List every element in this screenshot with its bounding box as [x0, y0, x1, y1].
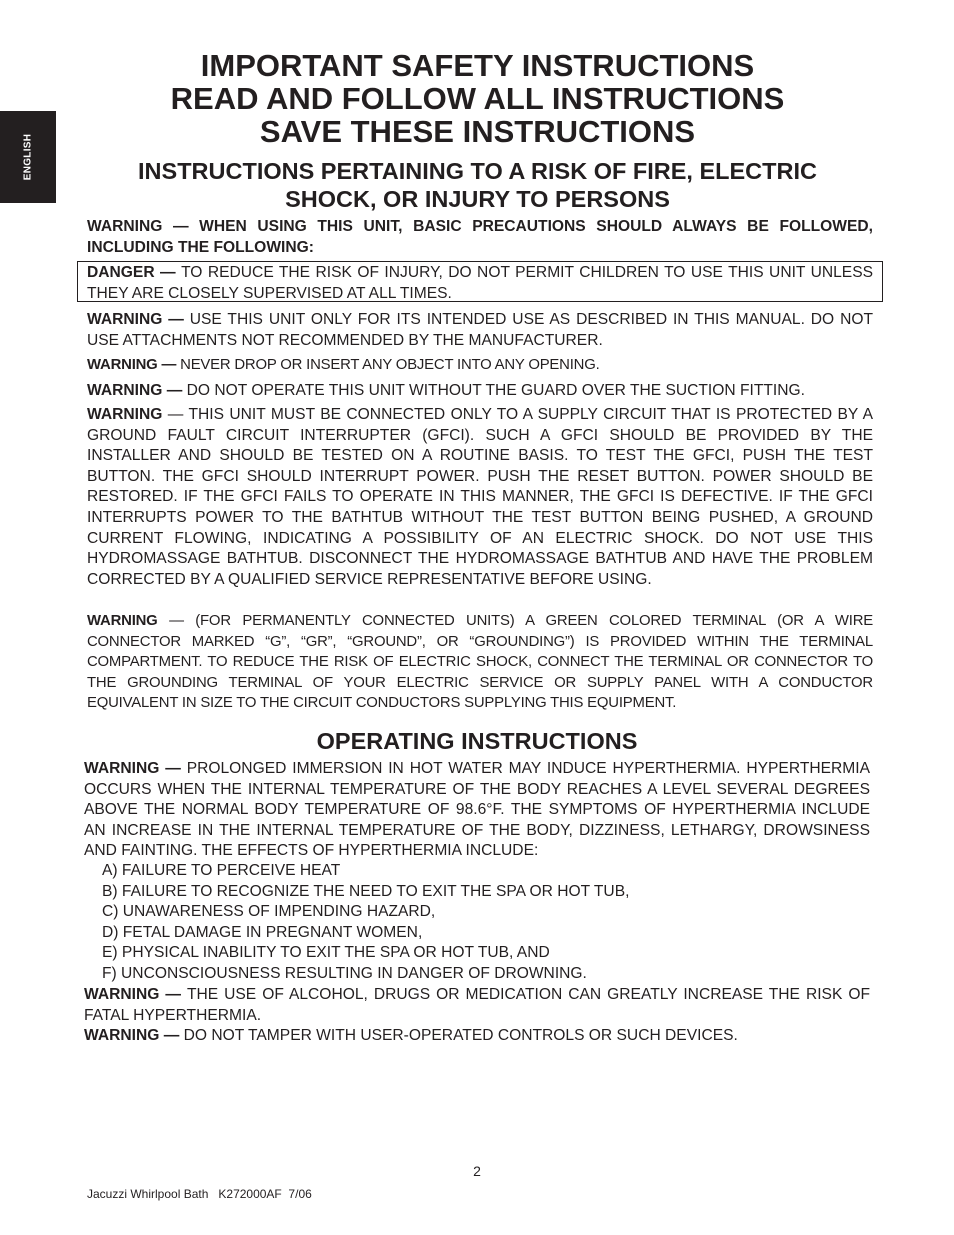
warning-lead: WARNING: [87, 613, 158, 629]
warning-alcohol: [84, 985, 870, 1026]
danger-notice: [87, 263, 873, 304]
warning-intended-use: [87, 310, 873, 351]
warning-no-objects: [87, 355, 873, 376]
title-line-2: READ AND FOLLOW ALL INSTRUCTIONS: [170, 81, 785, 116]
list-item: A) FAILURE TO PERCEIVE HEAT: [102, 862, 341, 879]
language-tab-label: ENGLISH: [22, 133, 34, 181]
warning-grounding: [87, 611, 873, 714]
warning-lead: WARNING —: [87, 357, 181, 373]
list-item: C) UNAWARENESS OF IMPENDING HAZARD,: [102, 903, 436, 921]
warning-lead: WARNING —: [87, 311, 190, 328]
hyperthermia-effects-list: [102, 861, 629, 985]
warning-text: NEVER DROP OR INSERT ANY OBJECT INTO ANY OPENING.: [180, 357, 600, 373]
title-line-1: IMPORTANT SAFETY INSTRUCTIONS: [200, 48, 755, 83]
warning-lead: WARNING —: [87, 382, 187, 399]
warning-text: THE USE OF ALCOHOL, DRUGS OR MEDICATION CAN GREATLY INCREASE THE RISK OF FATAL HYPERTHERMIA.: [84, 986, 870, 1024]
warning-lead: WARNING —: [84, 760, 187, 777]
subtitle-line-2: SHOCK, OR INJURY TO PERSONS: [285, 186, 670, 212]
warning-lead: WARNING: [87, 406, 163, 423]
warning-lead: WARNING —: [84, 1027, 184, 1044]
page-number: 2: [473, 1163, 481, 1179]
list-item: D) FETAL DAMAGE IN PREGNANT WOMEN,: [102, 923, 423, 941]
danger-text: TO REDUCE THE RISK OF INJURY, DO NOT PERMIT CHILDREN TO USE THIS UNIT UNLESS THEY ARE CLOSELY SUPERVISED AT ALL TIMES.: [87, 264, 873, 302]
warning-suction-guard: [87, 381, 873, 402]
intro-warning: WARNING — WHEN USING THIS UNIT, BASIC PRECAUTIONS SHOULD ALWAYS BE FOLLOWED, INCLUDING THE FOLLOWING:: [87, 218, 873, 256]
list-item: B) FAILURE TO RECOGNIZE THE NEED TO EXIT THE SPA OR HOT TUB,: [102, 882, 630, 900]
operating-instructions-heading: OPERATING INSTRUCTIONS: [316, 728, 638, 754]
warning-gfci: [87, 405, 873, 590]
language-tab: [0, 111, 56, 203]
list-item: F) UNCONSCIOUSNESS RESULTING IN DANGER OF DROWNING.: [102, 964, 587, 982]
warning-hyperthermia: [84, 759, 870, 862]
footer-text: Jacuzzi Whirlpool Bath K272000AF 7/06: [87, 1187, 312, 1201]
warning-text: DO NOT OPERATE THIS UNIT WITHOUT THE GUARD OVER THE SUCTION FITTING.: [186, 382, 805, 399]
warning-text: — (FOR PERMANENTLY CONNECTED UNITS) A GREEN COLORED TERMINAL (OR A WIRE CONNECTOR MARKED “G”, “GR”, “GROUND”, OR “GROUNDING”) IS PROVIDED WITHIN THE TERMINAL COMPARTMENT. TO REDUCE THE RISK OF ELECTRIC SHOCK, CONNECT THE TERMINAL OR CONNECTOR TO THE GROUNDING TERMINAL OF YOUR ELECTRIC SERVICE OR SUPPLY PANEL WITH A CONDUCTOR EQUIVALENT IN SIZE TO THE CIRCUIT CONDUCTORS SUPPLYING THIS EQUIPMENT.: [87, 613, 873, 712]
warning-text: DO NOT TAMPER WITH USER-OPERATED CONTROLS OR SUCH DEVICES.: [183, 1027, 738, 1044]
warning-tamper: [84, 1026, 870, 1047]
danger-lead: DANGER —: [87, 264, 182, 281]
warning-text: PROLONGED IMMERSION IN HOT WATER MAY INDUCE HYPERTHERMIA. HYPERTHERMIA OCCURS WHEN THE INTERNAL TEMPERATURE OF THE BODY REACHES A LEVEL SEVERAL DEGREES ABOVE THE NORMAL BODY TEMPERATURE OF 98.6°F. THE SYMPTOMS OF HYPERTHERMIA INCLUDE AN INCREASE IN THE INTERNAL TEMPERATURE OF THE BODY, DIZZINESS, LETHARGY, DROWSINESS AND FAINTING. THE EFFECTS OF HYPERTHERMIA INCLUDE:: [84, 760, 870, 860]
subtitle-line-1: INSTRUCTIONS PERTAINING TO A RISK OF FIRE, ELECTRIC: [138, 158, 817, 184]
title-line-3: SAVE THESE INSTRUCTIONS: [259, 114, 696, 149]
warning-lead: WARNING —: [84, 986, 187, 1003]
warning-text: USE THIS UNIT ONLY FOR ITS INTENDED USE AS DESCRIBED IN THIS MANUAL. DO NOT USE ATTACHMENTS NOT RECOMMENDED BY THE MANUFACTURER.: [87, 311, 873, 349]
warning-text: — THIS UNIT MUST BE CONNECTED ONLY TO A SUPPLY CIRCUIT THAT IS PROTECTED BY A GROUND FAULT CIRCUIT INTERRUPTER (GFCI). SUCH A GFCI SHOULD BE PROVIDED BY THE INSTALLER AND SHOULD BE TESTED ON A ROUTINE BASIS. TO TEST THE GFCI, PUSH THE TEST BUTTON. THE GFCI SHOULD INTERRUPT POWER. PUSH THE RESET BUTTON. POWER SHOULD BE RESTORED. IF THE GFCI FAILS TO OPERATE IN THIS MANNER, THE GFCI IS DEFECTIVE. IF THE GFCI INTERRUPTS POWER TO THE BATHTUB WITHOUT THE TEST BUTTON BEING PUSHED, A GROUND CURRENT FLOWING, INDICATING A POSSIBILITY OF AN ELECTRIC SHOCK. DO NOT USE THIS HYDROMASSAGE BATHTUB. DISCONNECT THE HYDROMASSAGE BATHTUB AND HAVE THE PROBLEM CORRECTED BY A QUALIFIED SERVICE REPRESENTATIVE BEFORE USING.: [87, 406, 873, 588]
list-item: E) PHYSICAL INABILITY TO EXIT THE SPA OR HOT TUB, AND: [102, 944, 550, 962]
